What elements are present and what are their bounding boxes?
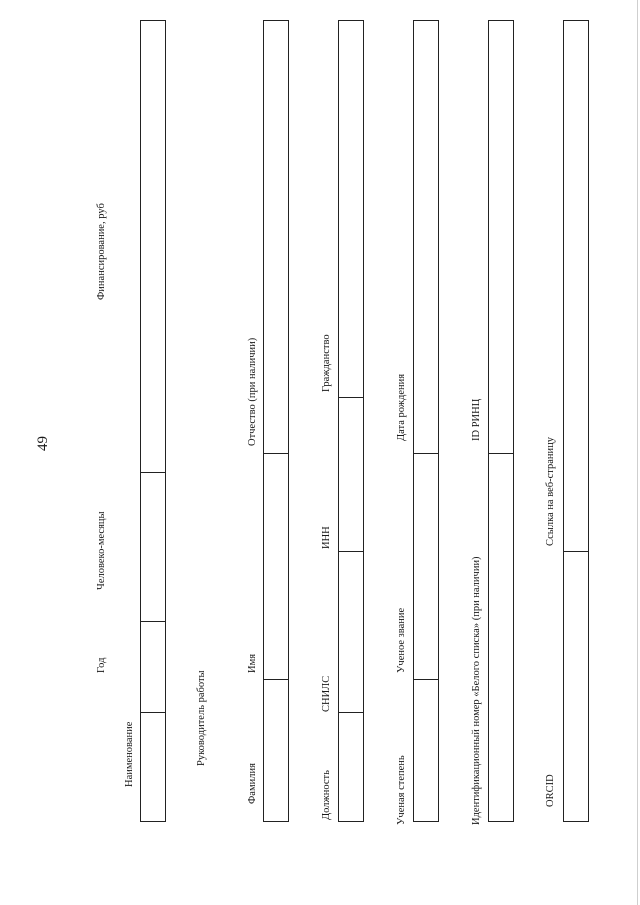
label-first-name: Имя: [247, 653, 258, 673]
name-row: [263, 20, 289, 822]
field-academic-title-divider: [414, 453, 438, 454]
field-orcid-divider: [564, 551, 588, 552]
label-citizenship: Гражданство: [321, 334, 332, 392]
label-academic-title: Ученое звание: [396, 607, 407, 673]
field-inn-divider: [339, 397, 363, 398]
scan-edge-line: [637, 0, 638, 905]
section-leader-title: Руководитель работы: [196, 670, 207, 766]
label-year: Год: [96, 657, 107, 673]
label-inn: ИНН: [321, 526, 332, 549]
field-name-divider: [141, 712, 165, 713]
page-number: 49: [35, 436, 51, 451]
field-year-divider: [141, 621, 165, 622]
work-info-row: [140, 20, 166, 822]
label-patronymic: Отчество (при наличии): [247, 337, 258, 446]
label-white-list-id: Идентификационный номер «Белого списка» (при наличии): [471, 556, 482, 825]
label-surname: Фамилия: [247, 763, 258, 804]
label-rinc-id: ID РИНЦ: [471, 398, 482, 441]
label-snils: СНИЛС: [321, 675, 332, 712]
field-first-name-divider: [264, 453, 288, 454]
label-birth-date: Дата рождения: [396, 373, 407, 441]
position-row: [338, 20, 364, 822]
label-name: Наименование: [124, 721, 135, 787]
degree-row: [413, 20, 439, 822]
label-position: Должность: [321, 770, 332, 820]
orcid-row: [563, 20, 589, 822]
label-degree: Ученая степень: [396, 755, 407, 825]
field-white-list-divider: [489, 453, 513, 454]
label-funding: Финансирование, руб: [96, 203, 107, 300]
field-degree-divider: [414, 679, 438, 680]
id-row: [488, 20, 514, 822]
label-person-months: Человеко-месяцы: [96, 511, 107, 590]
field-surname-divider: [264, 679, 288, 680]
field-snils-divider: [339, 551, 363, 552]
field-person-months-divider: [141, 472, 165, 473]
label-web-link: Ссылка на веб-страницу: [545, 436, 556, 546]
field-position-divider: [339, 712, 363, 713]
label-orcid: ORCID: [545, 774, 556, 807]
